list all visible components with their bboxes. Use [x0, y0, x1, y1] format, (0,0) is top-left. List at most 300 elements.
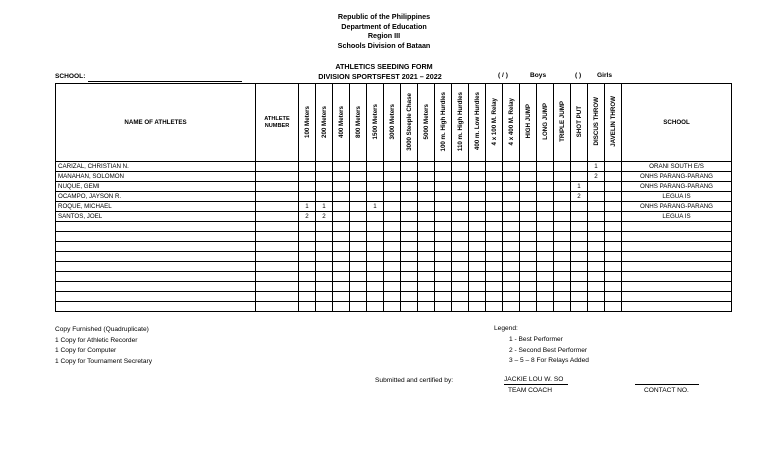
event-rank-cell[interactable] [554, 182, 571, 192]
event-rank-cell[interactable] [520, 162, 537, 172]
event-rank-cell[interactable] [384, 272, 401, 282]
event-rank-cell[interactable] [299, 162, 316, 172]
event-rank-cell[interactable]: 1 [571, 182, 588, 192]
event-rank-cell[interactable] [367, 192, 384, 202]
event-rank-cell[interactable] [605, 232, 622, 242]
event-rank-cell[interactable] [452, 172, 469, 182]
event-rank-cell[interactable] [486, 272, 503, 282]
event-rank-cell[interactable] [452, 182, 469, 192]
event-rank-cell[interactable] [350, 302, 367, 312]
event-rank-cell[interactable] [333, 232, 350, 242]
event-rank-cell[interactable] [401, 182, 418, 192]
event-rank-cell[interactable] [537, 262, 554, 272]
event-rank-cell[interactable] [554, 252, 571, 262]
event-rank-cell[interactable] [537, 242, 554, 252]
event-rank-cell[interactable] [469, 242, 486, 252]
school-cell[interactable] [622, 222, 732, 232]
event-rank-cell[interactable] [401, 232, 418, 242]
athlete-number-cell[interactable] [256, 252, 299, 262]
event-rank-cell[interactable] [452, 292, 469, 302]
event-rank-cell[interactable] [537, 232, 554, 242]
event-rank-cell[interactable] [469, 292, 486, 302]
event-rank-cell[interactable] [588, 262, 605, 272]
event-rank-cell[interactable] [469, 172, 486, 182]
event-rank-cell[interactable] [537, 282, 554, 292]
event-rank-cell[interactable] [537, 192, 554, 202]
event-rank-cell[interactable] [299, 182, 316, 192]
event-rank-cell[interactable] [367, 172, 384, 182]
event-rank-cell[interactable] [520, 172, 537, 182]
event-rank-cell[interactable] [401, 202, 418, 212]
event-rank-cell[interactable] [571, 262, 588, 272]
event-rank-cell[interactable] [350, 172, 367, 182]
event-rank-cell[interactable] [418, 192, 435, 202]
event-rank-cell[interactable] [486, 172, 503, 182]
event-rank-cell[interactable] [554, 212, 571, 222]
event-rank-cell[interactable] [486, 282, 503, 292]
event-rank-cell[interactable] [418, 162, 435, 172]
event-rank-cell[interactable] [605, 172, 622, 182]
school-cell[interactable] [622, 262, 732, 272]
event-rank-cell[interactable] [418, 212, 435, 222]
athlete-number-cell[interactable] [256, 262, 299, 272]
event-rank-cell[interactable] [452, 302, 469, 312]
boys-checkbox[interactable]: ( / ) [498, 72, 508, 79]
event-rank-cell[interactable] [401, 302, 418, 312]
event-rank-cell[interactable] [503, 192, 520, 202]
event-rank-cell[interactable] [605, 252, 622, 262]
event-rank-cell[interactable] [554, 172, 571, 182]
event-rank-cell[interactable] [520, 182, 537, 192]
event-rank-cell[interactable] [299, 282, 316, 292]
event-rank-cell[interactable] [316, 252, 333, 262]
event-rank-cell[interactable] [486, 162, 503, 172]
event-rank-cell[interactable] [537, 182, 554, 192]
event-rank-cell[interactable] [503, 232, 520, 242]
athlete-name-cell[interactable] [56, 222, 256, 232]
event-rank-cell[interactable] [316, 262, 333, 272]
athlete-name-cell[interactable] [56, 262, 256, 272]
school-cell[interactable]: ONHS PARANG-PARANG [622, 172, 732, 182]
event-rank-cell[interactable] [384, 182, 401, 192]
athlete-number-cell[interactable] [256, 172, 299, 182]
event-rank-cell[interactable] [588, 232, 605, 242]
event-rank-cell[interactable] [571, 202, 588, 212]
event-rank-cell[interactable] [367, 212, 384, 222]
event-rank-cell[interactable] [554, 302, 571, 312]
athlete-number-cell[interactable] [256, 162, 299, 172]
school-cell[interactable]: ORANI SOUTH E/S [622, 162, 732, 172]
event-rank-cell[interactable] [384, 252, 401, 262]
event-rank-cell[interactable] [605, 282, 622, 292]
event-rank-cell[interactable] [316, 162, 333, 172]
event-rank-cell[interactable] [554, 242, 571, 252]
athlete-name-cell[interactable] [56, 272, 256, 282]
event-rank-cell[interactable] [469, 282, 486, 292]
event-rank-cell[interactable] [503, 242, 520, 252]
school-cell[interactable]: ONHS PARANG-PARANG [622, 182, 732, 192]
event-rank-cell[interactable] [503, 282, 520, 292]
event-rank-cell[interactable]: 2 [299, 212, 316, 222]
event-rank-cell[interactable]: 1 [367, 202, 384, 212]
athlete-number-cell[interactable] [256, 212, 299, 222]
event-rank-cell[interactable] [469, 262, 486, 272]
event-rank-cell[interactable] [384, 262, 401, 272]
event-rank-cell[interactable] [520, 272, 537, 282]
event-rank-cell[interactable] [299, 272, 316, 282]
athlete-name-cell[interactable] [56, 302, 256, 312]
athlete-number-cell[interactable] [256, 222, 299, 232]
event-rank-cell[interactable] [520, 202, 537, 212]
event-rank-cell[interactable] [384, 222, 401, 232]
athlete-name-cell[interactable] [56, 282, 256, 292]
event-rank-cell[interactable] [520, 222, 537, 232]
event-rank-cell[interactable] [435, 162, 452, 172]
event-rank-cell[interactable] [401, 162, 418, 172]
event-rank-cell[interactable] [469, 222, 486, 232]
event-rank-cell[interactable] [605, 202, 622, 212]
event-rank-cell[interactable] [435, 182, 452, 192]
event-rank-cell[interactable] [350, 262, 367, 272]
event-rank-cell[interactable] [605, 262, 622, 272]
girls-checkbox[interactable]: ( ) [575, 72, 582, 79]
event-rank-cell[interactable] [520, 242, 537, 252]
event-rank-cell[interactable] [486, 252, 503, 262]
event-rank-cell[interactable] [350, 192, 367, 202]
athlete-number-cell[interactable] [256, 192, 299, 202]
event-rank-cell[interactable] [401, 262, 418, 272]
event-rank-cell[interactable] [554, 162, 571, 172]
event-rank-cell[interactable] [384, 202, 401, 212]
event-rank-cell[interactable] [503, 212, 520, 222]
event-rank-cell[interactable] [571, 282, 588, 292]
event-rank-cell[interactable] [571, 222, 588, 232]
event-rank-cell[interactable] [486, 292, 503, 302]
event-rank-cell[interactable] [401, 222, 418, 232]
event-rank-cell[interactable] [486, 302, 503, 312]
event-rank-cell[interactable] [571, 172, 588, 182]
event-rank-cell[interactable] [316, 292, 333, 302]
event-rank-cell[interactable] [401, 252, 418, 262]
event-rank-cell[interactable] [333, 202, 350, 212]
athlete-number-cell[interactable] [256, 302, 299, 312]
event-rank-cell[interactable]: 1 [316, 202, 333, 212]
event-rank-cell[interactable] [299, 222, 316, 232]
event-rank-cell[interactable] [367, 302, 384, 312]
event-rank-cell[interactable] [418, 222, 435, 232]
event-rank-cell[interactable] [299, 252, 316, 262]
event-rank-cell[interactable] [605, 162, 622, 172]
event-rank-cell[interactable] [333, 242, 350, 252]
event-rank-cell[interactable] [435, 242, 452, 252]
event-rank-cell[interactable] [520, 292, 537, 302]
athlete-number-cell[interactable] [256, 272, 299, 282]
event-rank-cell[interactable] [605, 222, 622, 232]
event-rank-cell[interactable] [571, 232, 588, 242]
event-rank-cell[interactable] [418, 242, 435, 252]
event-rank-cell[interactable] [333, 252, 350, 262]
event-rank-cell[interactable] [537, 252, 554, 262]
event-rank-cell[interactable] [367, 162, 384, 172]
event-rank-cell[interactable] [486, 262, 503, 272]
school-cell[interactable] [622, 232, 732, 242]
event-rank-cell[interactable] [299, 232, 316, 242]
event-rank-cell[interactable] [418, 292, 435, 302]
event-rank-cell[interactable] [537, 302, 554, 312]
athlete-number-cell[interactable] [256, 182, 299, 192]
event-rank-cell[interactable] [605, 272, 622, 282]
school-cell[interactable]: LEGUA IS [622, 212, 732, 222]
event-rank-cell[interactable] [486, 182, 503, 192]
event-rank-cell[interactable] [520, 262, 537, 272]
event-rank-cell[interactable]: 1 [299, 202, 316, 212]
athlete-number-cell[interactable] [256, 292, 299, 302]
event-rank-cell[interactable] [469, 202, 486, 212]
event-rank-cell[interactable] [588, 252, 605, 262]
event-rank-cell[interactable] [571, 272, 588, 282]
event-rank-cell[interactable] [554, 282, 571, 292]
event-rank-cell[interactable] [435, 292, 452, 302]
event-rank-cell[interactable] [469, 182, 486, 192]
event-rank-cell[interactable]: 2 [571, 192, 588, 202]
event-rank-cell[interactable] [537, 172, 554, 182]
event-rank-cell[interactable] [384, 162, 401, 172]
event-rank-cell[interactable] [350, 232, 367, 242]
athlete-name-cell[interactable] [56, 232, 256, 242]
event-rank-cell[interactable] [333, 262, 350, 272]
event-rank-cell[interactable] [571, 302, 588, 312]
athlete-name-cell[interactable]: OCAMPO, JAYSON R. [56, 192, 256, 202]
event-rank-cell[interactable] [537, 202, 554, 212]
event-rank-cell[interactable] [537, 272, 554, 282]
event-rank-cell[interactable] [537, 162, 554, 172]
event-rank-cell[interactable] [520, 232, 537, 242]
event-rank-cell[interactable] [435, 222, 452, 232]
event-rank-cell[interactable] [350, 212, 367, 222]
event-rank-cell[interactable] [503, 172, 520, 182]
event-rank-cell[interactable] [316, 272, 333, 282]
event-rank-cell[interactable] [435, 282, 452, 292]
event-rank-cell[interactable] [520, 192, 537, 202]
event-rank-cell[interactable] [469, 252, 486, 262]
event-rank-cell[interactable] [486, 222, 503, 232]
event-rank-cell[interactable] [452, 162, 469, 172]
event-rank-cell[interactable] [299, 242, 316, 252]
event-rank-cell[interactable] [435, 172, 452, 182]
event-rank-cell[interactable] [452, 232, 469, 242]
event-rank-cell[interactable] [520, 212, 537, 222]
school-cell[interactable] [622, 282, 732, 292]
event-rank-cell[interactable] [588, 292, 605, 302]
event-rank-cell[interactable] [350, 182, 367, 192]
event-rank-cell[interactable] [503, 272, 520, 282]
event-rank-cell[interactable] [486, 202, 503, 212]
event-rank-cell[interactable] [367, 292, 384, 302]
event-rank-cell[interactable] [571, 292, 588, 302]
event-rank-cell[interactable] [350, 272, 367, 282]
event-rank-cell[interactable] [537, 222, 554, 232]
event-rank-cell[interactable] [435, 272, 452, 282]
athlete-name-cell[interactable] [56, 292, 256, 302]
school-cell[interactable] [622, 302, 732, 312]
athlete-number-cell[interactable] [256, 242, 299, 252]
event-rank-cell[interactable] [571, 252, 588, 262]
event-rank-cell[interactable] [401, 172, 418, 182]
event-rank-cell[interactable] [452, 212, 469, 222]
event-rank-cell[interactable] [503, 182, 520, 192]
event-rank-cell[interactable] [367, 262, 384, 272]
event-rank-cell[interactable] [384, 242, 401, 252]
event-rank-cell[interactable] [435, 252, 452, 262]
event-rank-cell[interactable] [588, 182, 605, 192]
event-rank-cell[interactable] [588, 272, 605, 282]
event-rank-cell[interactable] [384, 192, 401, 202]
event-rank-cell[interactable] [418, 232, 435, 242]
event-rank-cell[interactable] [435, 202, 452, 212]
event-rank-cell[interactable] [333, 192, 350, 202]
event-rank-cell[interactable] [401, 272, 418, 282]
event-rank-cell[interactable] [571, 242, 588, 252]
event-rank-cell[interactable] [367, 242, 384, 252]
athlete-name-cell[interactable]: SANTOS, JOEL [56, 212, 256, 222]
event-rank-cell[interactable] [299, 302, 316, 312]
event-rank-cell[interactable] [350, 202, 367, 212]
event-rank-cell[interactable] [316, 192, 333, 202]
event-rank-cell[interactable] [435, 192, 452, 202]
event-rank-cell[interactable] [486, 192, 503, 202]
school-cell[interactable] [622, 292, 732, 302]
event-rank-cell[interactable] [588, 282, 605, 292]
event-rank-cell[interactable] [503, 252, 520, 262]
event-rank-cell[interactable] [316, 222, 333, 232]
event-rank-cell[interactable] [469, 162, 486, 172]
event-rank-cell[interactable] [605, 212, 622, 222]
event-rank-cell[interactable] [384, 282, 401, 292]
event-rank-cell[interactable] [350, 282, 367, 292]
school-cell[interactable]: LEGUA IS [622, 192, 732, 202]
event-rank-cell[interactable] [469, 212, 486, 222]
event-rank-cell[interactable] [367, 222, 384, 232]
event-rank-cell[interactable] [520, 282, 537, 292]
event-rank-cell[interactable] [554, 232, 571, 242]
event-rank-cell[interactable] [401, 212, 418, 222]
event-rank-cell[interactable] [469, 272, 486, 282]
event-rank-cell[interactable] [316, 182, 333, 192]
athlete-name-cell[interactable]: MANAHAN, SOLOMON [56, 172, 256, 182]
event-rank-cell[interactable] [588, 212, 605, 222]
athlete-name-cell[interactable] [56, 242, 256, 252]
event-rank-cell[interactable] [435, 262, 452, 272]
athlete-number-cell[interactable] [256, 232, 299, 242]
event-rank-cell[interactable] [554, 262, 571, 272]
event-rank-cell[interactable] [469, 232, 486, 242]
event-rank-cell[interactable] [554, 292, 571, 302]
event-rank-cell[interactable] [554, 192, 571, 202]
event-rank-cell[interactable] [418, 252, 435, 262]
event-rank-cell[interactable] [316, 172, 333, 182]
event-rank-cell[interactable] [503, 162, 520, 172]
event-rank-cell[interactable] [588, 202, 605, 212]
event-rank-cell[interactable] [316, 232, 333, 242]
event-rank-cell[interactable] [299, 172, 316, 182]
event-rank-cell[interactable] [401, 192, 418, 202]
event-rank-cell[interactable] [452, 252, 469, 262]
school-cell[interactable] [622, 242, 732, 252]
event-rank-cell[interactable] [367, 232, 384, 242]
event-rank-cell[interactable] [486, 232, 503, 242]
event-rank-cell[interactable] [605, 192, 622, 202]
event-rank-cell[interactable] [299, 292, 316, 302]
event-rank-cell[interactable] [435, 302, 452, 312]
school-cell[interactable] [622, 252, 732, 262]
event-rank-cell[interactable] [452, 262, 469, 272]
event-rank-cell[interactable] [333, 272, 350, 282]
event-rank-cell[interactable] [452, 242, 469, 252]
event-rank-cell[interactable] [503, 202, 520, 212]
event-rank-cell[interactable] [588, 192, 605, 202]
event-rank-cell[interactable] [367, 182, 384, 192]
event-rank-cell[interactable] [418, 262, 435, 272]
event-rank-cell[interactable] [588, 302, 605, 312]
event-rank-cell[interactable] [333, 282, 350, 292]
event-rank-cell[interactable] [367, 272, 384, 282]
event-rank-cell[interactable] [367, 282, 384, 292]
school-field[interactable] [88, 72, 242, 82]
event-rank-cell[interactable] [333, 182, 350, 192]
event-rank-cell[interactable] [486, 242, 503, 252]
event-rank-cell[interactable] [316, 282, 333, 292]
event-rank-cell[interactable] [520, 302, 537, 312]
event-rank-cell[interactable] [452, 202, 469, 212]
event-rank-cell[interactable] [384, 172, 401, 182]
athlete-number-cell[interactable] [256, 202, 299, 212]
event-rank-cell[interactable] [316, 302, 333, 312]
event-rank-cell[interactable] [333, 172, 350, 182]
event-rank-cell[interactable] [554, 272, 571, 282]
event-rank-cell[interactable] [333, 222, 350, 232]
event-rank-cell[interactable] [452, 272, 469, 282]
athlete-name-cell[interactable]: ROQUE, MICHAEL [56, 202, 256, 212]
event-rank-cell[interactable] [384, 232, 401, 242]
event-rank-cell[interactable] [418, 272, 435, 282]
school-cell[interactable]: ONHS PARANG-PARANG [622, 202, 732, 212]
event-rank-cell[interactable] [367, 252, 384, 262]
event-rank-cell[interactable] [588, 242, 605, 252]
event-rank-cell[interactable] [316, 242, 333, 252]
event-rank-cell[interactable] [333, 302, 350, 312]
event-rank-cell[interactable] [350, 222, 367, 232]
event-rank-cell[interactable] [605, 182, 622, 192]
event-rank-cell[interactable]: 2 [316, 212, 333, 222]
event-rank-cell[interactable] [537, 292, 554, 302]
event-rank-cell[interactable] [384, 212, 401, 222]
event-rank-cell[interactable] [554, 202, 571, 212]
event-rank-cell[interactable] [350, 292, 367, 302]
event-rank-cell[interactable] [333, 162, 350, 172]
event-rank-cell[interactable] [418, 172, 435, 182]
event-rank-cell[interactable] [350, 242, 367, 252]
event-rank-cell[interactable] [418, 302, 435, 312]
event-rank-cell[interactable] [486, 212, 503, 222]
event-rank-cell[interactable] [503, 262, 520, 272]
event-rank-cell[interactable] [333, 212, 350, 222]
event-rank-cell[interactable] [571, 212, 588, 222]
event-rank-cell[interactable] [418, 182, 435, 192]
event-rank-cell[interactable] [605, 242, 622, 252]
event-rank-cell[interactable] [503, 222, 520, 232]
event-rank-cell[interactable]: 2 [588, 172, 605, 182]
event-rank-cell[interactable] [469, 192, 486, 202]
